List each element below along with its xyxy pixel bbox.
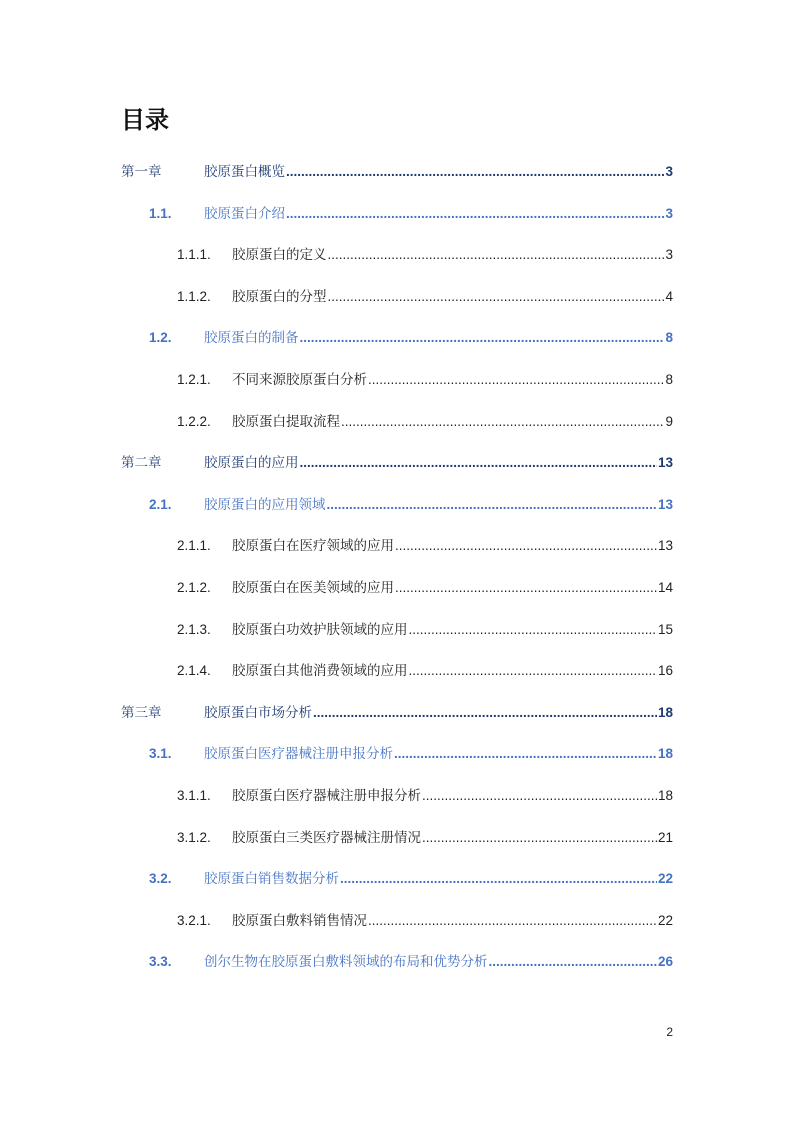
toc-dot-leader (328, 289, 665, 304)
toc-entry-number: 2.1.3. (177, 622, 211, 637)
toc-entry-number: 2.1.2. (177, 580, 211, 595)
toc-entry-title: 胶原蛋白介绍 (204, 206, 285, 222)
toc-entry-number: 3.2.1. (177, 913, 211, 928)
toc-entry-page: 18 (657, 705, 673, 720)
toc-entry[interactable] (177, 784, 673, 804)
toc-dot-leader (327, 497, 657, 512)
toc-entry-page: 13 (657, 538, 673, 553)
toc-entry-title: 胶原蛋白概览 (204, 164, 285, 180)
toc-entry-page: 8 (665, 372, 673, 387)
toc-entry-number: 第二章 (121, 455, 162, 471)
toc-entry-page: 18 (657, 788, 673, 803)
toc-entry-page: 9 (665, 414, 673, 429)
toc-dot-leader (368, 372, 664, 387)
toc-entry[interactable] (177, 576, 673, 596)
toc-entry[interactable] (177, 659, 673, 679)
toc-entry-page: 13 (657, 455, 673, 470)
toc-entry-title: 胶原蛋白的应用领域 (204, 497, 326, 513)
toc-entry[interactable] (177, 826, 673, 846)
toc-entry-page: 8 (665, 330, 673, 345)
toc-entry[interactable] (177, 534, 673, 554)
toc-entry-title: 胶原蛋白的应用 (204, 455, 299, 471)
toc-entry-number: 1.2. (149, 330, 172, 345)
toc-entry-page: 21 (657, 830, 673, 845)
toc-entry-title: 胶原蛋白功效护肤领域的应用 (232, 622, 408, 638)
toc-entry[interactable] (121, 701, 673, 721)
toc-entry[interactable] (121, 451, 673, 471)
toc-entry[interactable] (149, 326, 673, 346)
toc-entry[interactable] (177, 243, 673, 263)
toc-entry-number: 1.2.2. (177, 414, 211, 429)
toc-dot-leader (300, 330, 665, 345)
toc-entry-number: 3.1. (149, 746, 172, 761)
toc-dot-leader (409, 663, 657, 678)
toc-entry[interactable] (177, 410, 673, 430)
toc-dot-leader (328, 247, 665, 262)
toc-entry-number: 第三章 (121, 705, 162, 721)
toc-entry[interactable] (177, 368, 673, 388)
toc-entry[interactable] (149, 202, 673, 222)
toc-dot-leader (340, 871, 657, 886)
toc-entry-title: 胶原蛋白敷料销售情况 (232, 913, 367, 929)
toc-dot-leader (286, 164, 664, 179)
toc-entry-number: 第一章 (121, 164, 162, 180)
toc-entry-title: 创尔生物在胶原蛋白敷料领域的布局和优势分析 (204, 954, 488, 970)
toc-dot-leader (422, 830, 657, 845)
toc-entry-number: 2.1.4. (177, 663, 211, 678)
toc-entry[interactable] (149, 950, 673, 970)
toc-entry[interactable] (177, 909, 673, 929)
toc-dot-leader (395, 538, 657, 553)
toc-entry-title: 胶原蛋白其他消费领域的应用 (232, 663, 408, 679)
toc-dot-leader (394, 746, 657, 761)
toc-entry-number: 2.1. (149, 497, 172, 512)
toc-entry-title: 胶原蛋白的分型 (232, 289, 327, 305)
toc-entry-title: 胶原蛋白在医美领域的应用 (232, 580, 394, 596)
page-number: 2 (666, 1025, 673, 1039)
toc-entry-page: 3 (665, 206, 673, 221)
toc-entry-title: 胶原蛋白销售数据分析 (204, 871, 339, 887)
toc-entry-title: 胶原蛋白三类医疗器械注册情况 (232, 830, 421, 846)
toc-entry[interactable] (177, 285, 673, 305)
toc-entry-title: 不同来源胶原蛋白分析 (232, 372, 367, 388)
toc-entry-number: 3.1.1. (177, 788, 211, 803)
toc-dot-leader (409, 622, 657, 637)
toc-entry-page: 16 (657, 663, 673, 678)
toc-dot-leader (341, 414, 664, 429)
toc-entry[interactable] (149, 493, 673, 513)
toc-entry-number: 1.1. (149, 206, 172, 221)
toc-entry-page: 26 (657, 954, 673, 969)
toc-dot-leader (300, 455, 657, 470)
toc-entry-number: 3.2. (149, 871, 172, 886)
toc-entry-page: 15 (657, 622, 673, 637)
toc-dot-leader (489, 954, 657, 969)
toc-entry-title: 胶原蛋白的定义 (232, 247, 327, 263)
toc-entry-number: 1.2.1. (177, 372, 211, 387)
toc-entry-number: 1.1.2. (177, 289, 211, 304)
toc-entry-number: 1.1.1. (177, 247, 211, 262)
toc-entry-page: 14 (657, 580, 673, 595)
toc-entry-title: 胶原蛋白提取流程 (232, 414, 340, 430)
toc-dot-leader (422, 788, 657, 803)
toc-entry-title: 胶原蛋白在医疗领域的应用 (232, 538, 394, 554)
toc-entry-title: 胶原蛋白医疗器械注册申报分析 (232, 788, 421, 804)
toc-dot-leader (313, 705, 657, 720)
toc-dot-leader (368, 913, 657, 928)
toc-entry-page: 13 (657, 497, 673, 512)
toc-entry-title: 胶原蛋白的制备 (204, 330, 299, 346)
toc-entry[interactable] (177, 618, 673, 638)
toc-entry-page: 22 (657, 913, 673, 928)
toc-entry-page: 18 (657, 746, 673, 761)
toc-entry-page: 4 (665, 289, 673, 304)
toc-entry[interactable] (149, 867, 673, 887)
toc-entry-page: 22 (657, 871, 673, 886)
toc-entry-title: 胶原蛋白市场分析 (204, 705, 312, 721)
toc-dot-leader (286, 206, 664, 221)
toc-entry-number: 3.3. (149, 954, 172, 969)
toc-entry-page: 3 (665, 164, 673, 179)
toc-entry-page: 3 (665, 247, 673, 262)
toc-entry[interactable] (121, 160, 673, 180)
toc-entry[interactable] (149, 742, 673, 762)
toc-entry-number: 2.1.1. (177, 538, 211, 553)
toc-entry-number: 3.1.2. (177, 830, 211, 845)
toc-entry-title: 胶原蛋白医疗器械注册申报分析 (204, 746, 393, 762)
toc-heading: 目录 (121, 106, 169, 134)
toc-dot-leader (395, 580, 657, 595)
